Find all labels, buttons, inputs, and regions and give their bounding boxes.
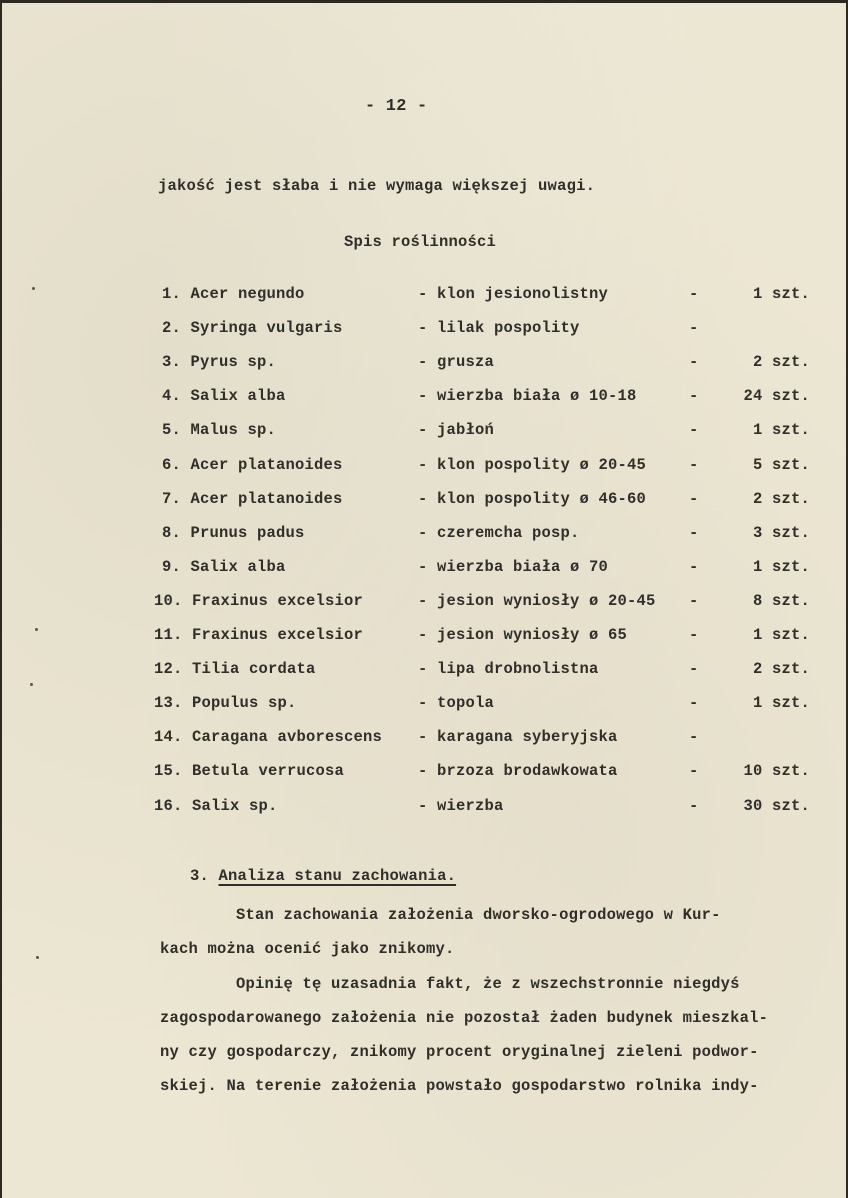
plant-latin-name [162, 319, 343, 337]
separator-dash: - [689, 558, 699, 576]
plant-polish-name: - wierzba biała ø 10-18 [418, 387, 637, 405]
plant-number: 15. [154, 762, 183, 780]
section-heading [190, 867, 456, 885]
plant-latin-text: Malus sp. [190, 421, 277, 439]
plant-latin-text: Salix alba [190, 387, 286, 405]
plant-number: 11. [154, 626, 183, 644]
plant-polish-name: - jesion wyniosły ø 65 [418, 626, 628, 644]
plant-latin-text: Betula verrucosa [192, 762, 345, 780]
plant-quantity: 1 szt. [752, 626, 810, 644]
plant-polish-name: - grusza [418, 353, 495, 371]
plant-list-title: Spis roślinności [344, 233, 497, 251]
section-title: Analiza stanu zachowania. [218, 867, 457, 885]
plant-quantity: 2 szt. [752, 353, 810, 371]
plant-latin-name [154, 728, 382, 746]
plant-quantity: 1 szt. [752, 421, 810, 439]
separator-dash: - [689, 456, 699, 474]
plant-quantity: 1 szt. [752, 558, 810, 576]
plant-number: 9. [162, 558, 182, 576]
paragraph-line: Stan zachowania założenia dworsko-ogrodowego w Kur- [160, 906, 721, 924]
plant-quantity: 24 szt. [743, 387, 810, 405]
plant-latin-name [154, 660, 316, 678]
plant-number: 6. [162, 456, 182, 474]
plant-latin-text: Prunus padus [190, 524, 305, 542]
plant-latin-text: Acer platanoides [190, 490, 343, 508]
separator-dash: - [689, 762, 699, 780]
plant-polish-name: - wierzba biała ø 70 [418, 558, 609, 576]
plant-polish-name: - klon pospolity ø 46-60 [418, 490, 647, 508]
section-number: 3. [190, 867, 210, 885]
plant-polish-name: - jesion wyniosły ø 20-45 [418, 592, 656, 610]
plant-latin-name [162, 490, 343, 508]
plant-polish-name: - wierzba [418, 797, 504, 815]
separator-dash: - [689, 285, 699, 303]
separator-dash: - [689, 728, 699, 746]
plant-polish-name: - lipa drobnolistna [418, 660, 599, 678]
plant-latin-name [162, 285, 305, 303]
paragraph-line: Opinię tę uzasadnia fakt, że z wszechstronnie niegdyś [160, 975, 740, 993]
separator-dash: - [689, 353, 699, 371]
separator-dash: - [689, 660, 699, 678]
plant-number: 3. [162, 353, 182, 371]
plant-quantity: 8 szt. [752, 592, 810, 610]
plant-latin-text: Fraxinus excelsior [192, 592, 364, 610]
separator-dash: - [689, 490, 699, 508]
plant-number: 10. [154, 592, 183, 610]
plant-quantity: 3 szt. [752, 524, 810, 542]
plant-quantity: 2 szt. [752, 660, 810, 678]
plant-polish-name: - klon jesionolistny [418, 285, 609, 303]
plant-latin-text: Populus sp. [192, 694, 297, 712]
plant-quantity: 5 szt. [752, 456, 810, 474]
plant-latin-text: Pyrus sp. [190, 353, 277, 371]
plant-latin-name [154, 694, 297, 712]
plant-latin-name [162, 558, 286, 576]
plant-polish-name: - klon pospolity ø 20-45 [418, 456, 647, 474]
paragraph-line: skiej. Na terenie założenia powstało gospodarstwo rolnika indy- [160, 1077, 759, 1095]
plant-latin-name [162, 353, 276, 371]
separator-dash: - [689, 797, 699, 815]
separator-dash: - [689, 694, 699, 712]
separator-dash: - [689, 626, 699, 644]
separator-dash: - [689, 592, 699, 610]
plant-latin-text: Tilia cordata [192, 660, 316, 678]
plant-number: 8. [162, 524, 182, 542]
separator-dash: - [689, 387, 699, 405]
plant-number: 16. [154, 797, 183, 815]
plant-latin-name [154, 626, 363, 644]
plant-latin-text: Acer platanoides [190, 456, 343, 474]
intro-line: jakość jest słaba i nie wymaga większej uwagi. [158, 177, 596, 195]
scan-speck [36, 956, 39, 959]
scan-speck [32, 287, 35, 290]
plant-number: 13. [154, 694, 183, 712]
plant-latin-name [154, 592, 363, 610]
plant-latin-name [162, 387, 286, 405]
separator-dash: - [689, 319, 699, 337]
plant-polish-name: - lilak pospolity [418, 319, 580, 337]
paragraph-line: zagospodarowanego założenia nie pozostał żaden budynek mieszkal- [160, 1009, 769, 1027]
plant-polish-name: - karagana syberyjska [418, 728, 618, 746]
paragraph-line: kach można ocenić jako znikomy. [160, 940, 455, 958]
scan-speck [30, 683, 33, 686]
plant-number: 5. [162, 421, 182, 439]
plant-latin-text: Fraxinus excelsior [192, 626, 364, 644]
plant-latin-text: Syringa vulgaris [190, 319, 343, 337]
plant-polish-name: - topola [418, 694, 495, 712]
plant-polish-name: - czeremcha posp. [418, 524, 580, 542]
plant-number: 14. [154, 728, 183, 746]
separator-dash: - [689, 421, 699, 439]
page-number: - 12 - [365, 97, 428, 116]
plant-quantity: 10 szt. [743, 762, 810, 780]
plant-latin-name [162, 421, 276, 439]
plant-number: 4. [162, 387, 182, 405]
plant-number: 2. [162, 319, 182, 337]
plant-quantity: 1 szt. [752, 285, 810, 303]
document-page [2, 3, 846, 1198]
plant-latin-name [162, 524, 305, 542]
plant-quantity: 2 szt. [752, 490, 810, 508]
plant-latin-text: Salix alba [190, 558, 286, 576]
plant-latin-text: Salix sp. [192, 797, 278, 815]
plant-latin-name [162, 456, 343, 474]
plant-latin-name [154, 762, 344, 780]
plant-latin-text: Caragana avborescens [192, 728, 383, 746]
plant-quantity: 1 szt. [752, 694, 810, 712]
separator-dash: - [689, 524, 699, 542]
plant-latin-text: Acer negundo [190, 285, 305, 303]
plant-latin-name [154, 797, 278, 815]
plant-number: 12. [154, 660, 183, 678]
paragraph-line: ny czy gospodarczy, znikomy procent oryginalnej zieleni podwor- [160, 1043, 759, 1061]
plant-polish-name: - jabłoń [418, 421, 495, 439]
scan-speck [35, 628, 38, 631]
plant-quantity: 30 szt. [743, 797, 810, 815]
plant-polish-name: - brzoza brodawkowata [418, 762, 618, 780]
plant-number: 1. [162, 285, 182, 303]
plant-number: 7. [162, 490, 182, 508]
